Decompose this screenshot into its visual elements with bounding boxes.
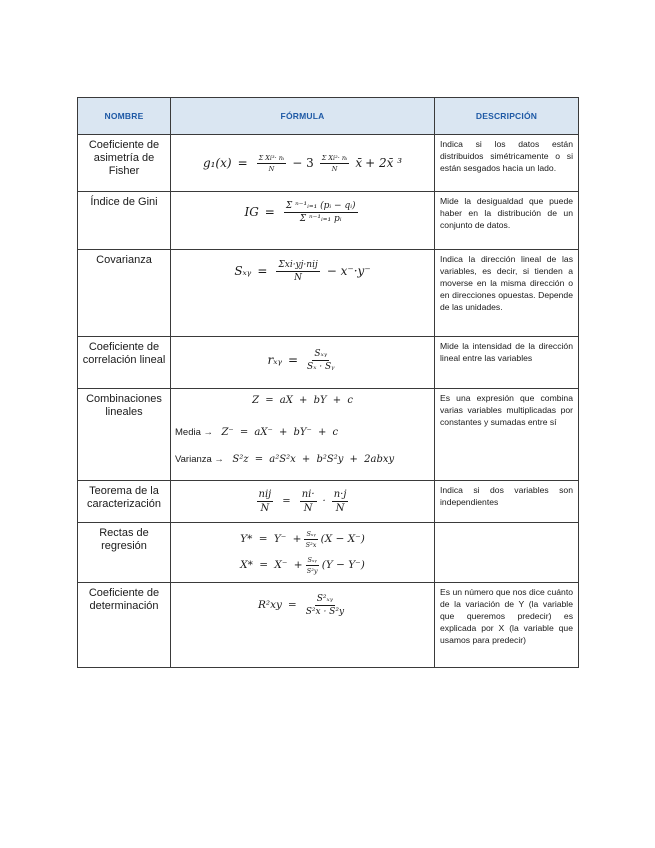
formula-table — [77, 97, 579, 668]
formula-xbar: x̄ — [355, 156, 363, 170]
formula-tail: (X − X⁻) — [320, 533, 365, 545]
formula-eq: = — [287, 599, 297, 611]
row-description: Indica si dos variables son independientes — [435, 481, 579, 523]
formula-eq: = — [257, 264, 268, 278]
frac-num: Σ ⁿ⁻¹ᵢ₌₁ (pᵢ − qᵢ) — [285, 200, 356, 211]
row-name: Teorema de la caracterización — [78, 481, 171, 523]
formula-lhs: rₓᵧ — [267, 353, 282, 367]
table-row — [78, 481, 579, 523]
formula-fraction — [257, 489, 274, 514]
formula-lhs: g₁(x) — [202, 156, 232, 170]
frac-den: S²y — [306, 566, 318, 575]
frac-den: N — [260, 502, 270, 514]
formula-line-varianza — [175, 449, 434, 467]
formula-line — [240, 526, 365, 552]
row-name: Índice de Gini — [78, 192, 171, 250]
row-name: Covarianza — [78, 250, 171, 337]
formula-fraction — [332, 489, 349, 514]
table-row — [78, 250, 579, 337]
frac-den: N — [335, 502, 345, 514]
formula-tail: − x⁻·y⁻ — [326, 264, 371, 278]
row-name: Rectas de regresión — [78, 523, 171, 583]
formula-eq: = — [237, 156, 248, 170]
formula-caracterizacion — [171, 481, 435, 523]
formula-text: S²z = a²S²x + b²S²y + 2abxy — [232, 454, 395, 465]
formula-label: Varianza → — [175, 454, 224, 465]
frac-den: S²x · S²y — [305, 606, 345, 617]
row-description: Indica la dirección lineal de las variables, es decir, si tienden a moverse en la misma dirección o en direcciones opuestas. Depende de las unidades. — [435, 250, 579, 337]
formula-label: Media → — [175, 427, 214, 438]
frac-num: n·j — [333, 488, 347, 500]
frac-den: Σ ⁿ⁻¹ᵢ₌₁ pᵢ — [299, 213, 342, 224]
formula-covarianza — [171, 250, 435, 337]
formula-gini — [171, 192, 435, 250]
formula-regresion — [171, 523, 435, 583]
formula-fraction — [306, 594, 344, 617]
header-row — [78, 98, 579, 135]
formula-fisher — [171, 135, 435, 192]
table-row — [78, 337, 579, 389]
frac-num: Sₓᵧ — [306, 529, 316, 538]
row-name: Coeficiente de correlación lineal — [78, 337, 171, 389]
formula-lhs: IG — [244, 205, 259, 219]
formula-fraction — [276, 260, 319, 283]
table-row — [78, 389, 579, 481]
row-name: Coeficiente de determinación — [78, 583, 171, 668]
frac-num: Σ Xi²· nᵢ — [321, 153, 348, 162]
frac-den: S²x — [305, 540, 317, 549]
formula-line: Z = aX + bY + c — [252, 395, 353, 406]
frac-num: Sₓᵧ — [314, 348, 328, 359]
frac-num: S²ₓᵧ — [316, 593, 334, 604]
formula-determinacion — [171, 583, 435, 668]
formula-fraction — [306, 556, 319, 575]
row-description: Indica si los datos están distribuidos simétricamente o si están sesgados hacia un lado. — [435, 135, 579, 192]
frac-den: N — [268, 164, 275, 173]
formula-line — [240, 552, 365, 578]
formula-fraction — [284, 201, 358, 224]
formula-fraction — [257, 154, 287, 173]
formula-lhs: R²xy — [257, 599, 282, 611]
row-description: Es una expresión que combina varias variables multiplicadas por constantes y sumadas entre sí — [435, 389, 579, 481]
row-description: Mide la desigualdad que puede haber en la distribución de un conjunto de datos. — [435, 192, 579, 250]
formula-lhs: X* = X⁻ + — [240, 559, 303, 571]
row-description: Mide la intensidad de la dirección lineal entre las variables — [435, 337, 579, 389]
frac-num: Σxi·yj·nij — [278, 259, 318, 270]
row-description: Es un número que nos dice cuánto de la variación de Y (la variable que queremos predecir) es explicada por X (la variable que usamos para predecir) — [435, 583, 579, 668]
frac-num: nij — [258, 488, 272, 500]
formula-eq: = — [287, 353, 299, 367]
formula-combinaciones — [171, 389, 435, 481]
formula-correlacion — [171, 337, 435, 389]
formula-eq: = — [264, 205, 275, 219]
formula-plus: + 2x̄ ³ — [365, 156, 403, 170]
formula-eq: = — [282, 495, 291, 507]
formula-fraction — [307, 349, 335, 372]
row-name: Combinaciones lineales — [78, 389, 171, 481]
frac-num: Sₓᵧ — [307, 555, 317, 564]
table-row — [78, 523, 579, 583]
table-row — [78, 135, 579, 192]
header-descripcion: DESCRIPCIÓN — [435, 98, 579, 135]
header-formula: FÓRMULA — [171, 98, 435, 135]
formula-dot: · — [322, 495, 326, 507]
formula-minus: − 3 — [292, 156, 314, 170]
formula-line-media — [175, 422, 434, 440]
frac-num: Σ Xi³· nᵢ — [258, 153, 285, 162]
row-name: Coeficiente de asimetría de Fisher — [78, 135, 171, 192]
formula-fraction — [320, 154, 350, 173]
row-description — [435, 523, 579, 583]
table-row — [78, 583, 579, 668]
formula-tail: (Y − Y⁻) — [321, 559, 365, 571]
formula-text: Z⁻ = aX⁻ + bY⁻ + c — [221, 427, 339, 438]
formula-lhs: Sₓᵧ — [234, 264, 252, 278]
frac-den: N — [294, 272, 302, 283]
frac-num: ni· — [301, 488, 315, 500]
frac-den: N — [303, 502, 313, 514]
formula-lhs: Y* = Y⁻ + — [240, 533, 302, 545]
table-row — [78, 192, 579, 250]
header-nombre: NOMBRE — [78, 98, 171, 135]
frac-den: Sₓ · Sᵧ — [307, 361, 335, 372]
formula-fraction — [300, 489, 317, 514]
formula-fraction — [304, 530, 317, 549]
frac-den: N — [331, 164, 338, 173]
